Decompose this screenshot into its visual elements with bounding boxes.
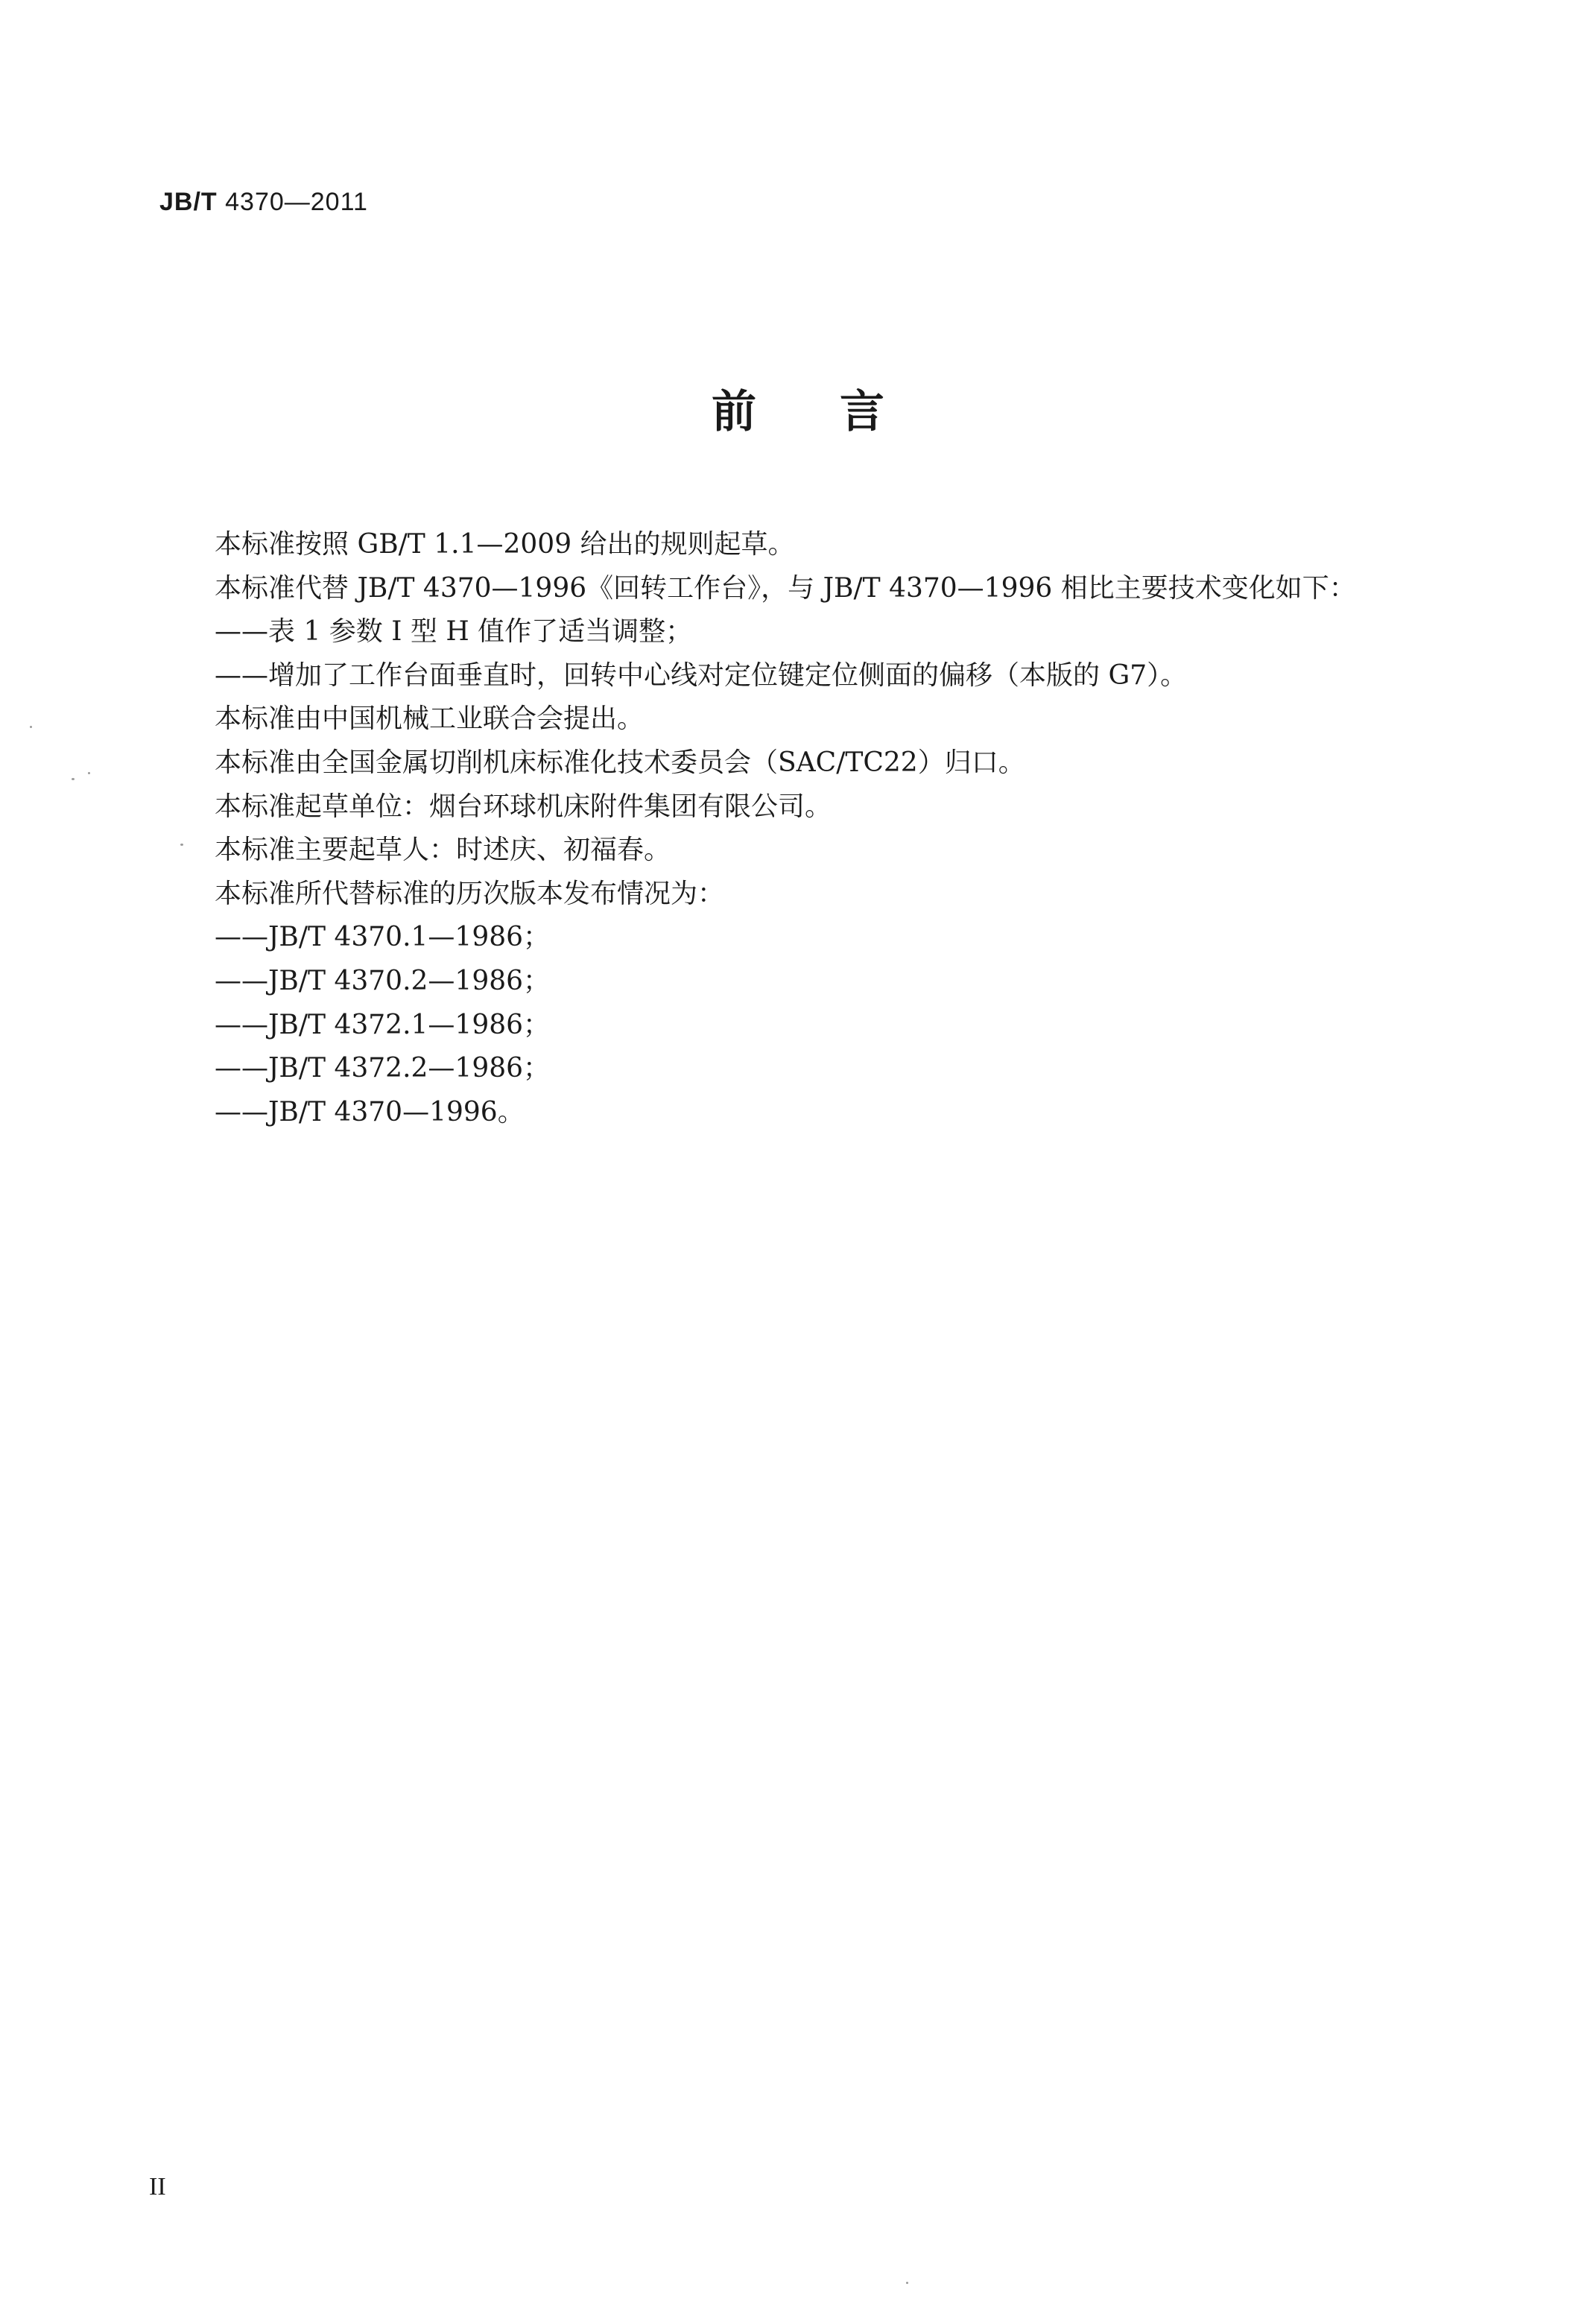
list-item: ——表 1 参数 I 型 H 值作了适当调整； — [215, 616, 693, 648]
scan-speck — [88, 772, 90, 774]
list-item: ——JB/T 4372.2—1986； — [215, 1053, 551, 1084]
scan-speck — [906, 2282, 908, 2284]
list-item: ——JB/T 4370.2—1986； — [215, 965, 551, 996]
text-line: 本标准按照 GB/T 1.1—2009 给出的规则起草。 — [215, 529, 795, 560]
standard-code-number: 4370—2011 — [217, 188, 368, 216]
list-item: ——增加了工作台面垂直时，回转中心线对定位键定位侧面的偏移（本版的 G7）。 — [215, 659, 1188, 691]
text-line: 本标准代替 JB/T 4370—1996《回转工作台》，与 JB/T 4370—1996 相比主要技术变化如下： — [215, 572, 1356, 604]
text-line: 本标准由中国机械工业联合会提出。 — [215, 703, 645, 735]
text-line: 本标准所代替标准的历次版本发布情况为： — [215, 878, 725, 909]
text-line: 本标准由全国金属切削机床标准化技术委员会（SAC/TC22）归口。 — [215, 747, 1025, 778]
scan-speck — [72, 778, 75, 780]
list-item: ——JB/T 4372.1—1986； — [215, 1009, 551, 1040]
list-item: ——JB/T 4370.1—1986； — [215, 922, 551, 953]
standard-code-header — [159, 188, 368, 217]
page-number: II — [149, 2173, 166, 2201]
list-item: ——JB/T 4370—1996。 — [215, 1096, 525, 1127]
foreword-title: 前言 — [712, 386, 968, 438]
standard-code-prefix: JB/T — [159, 188, 218, 216]
foreword-body — [215, 523, 1422, 1134]
text-line: 本标准起草单位：烟台环球机床附件集团有限公司。 — [215, 791, 832, 822]
scan-speck — [30, 726, 32, 728]
text-line: 本标准主要起草人：时述庆、初福春。 — [215, 835, 671, 866]
scan-speck — [180, 844, 183, 846]
